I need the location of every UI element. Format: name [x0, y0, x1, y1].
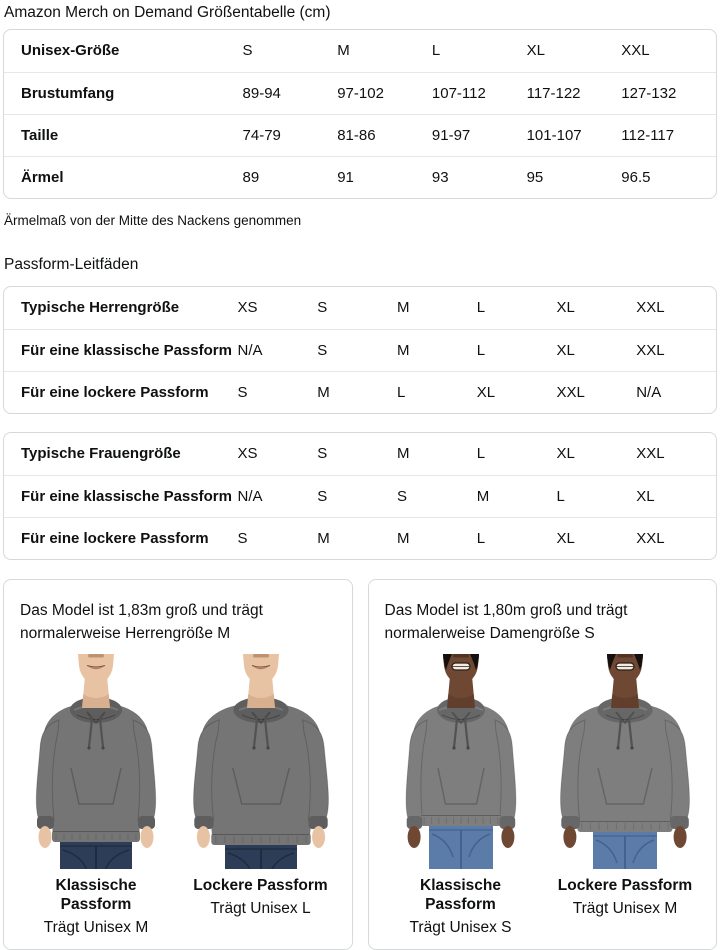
column-header: XXL	[636, 445, 665, 463]
size-cell: XL	[556, 517, 636, 559]
row-label: Für eine lockere Passform	[4, 517, 238, 559]
row-label: Für eine klassische Passform	[4, 329, 238, 371]
size-cell: S	[317, 475, 397, 517]
column-header: XS	[237, 445, 258, 463]
column-header: L	[476, 445, 486, 463]
column-header: L	[476, 299, 486, 317]
wears-caption: Trägt Unisex M	[572, 900, 678, 917]
model-figure-classic	[386, 654, 536, 937]
column-header: M	[337, 42, 350, 60]
fit-caption: Lockere Passform	[193, 877, 328, 894]
size-cell: XL	[636, 475, 716, 517]
fit-caption: Lockere Passform	[557, 877, 693, 894]
model-figures	[385, 654, 702, 937]
size-cell: 97-102	[337, 72, 432, 114]
size-cell: L	[397, 371, 477, 413]
row-label: Für eine lockere Passform	[4, 371, 238, 413]
size-cell: 91-97	[432, 114, 527, 156]
column-header: L	[431, 42, 441, 60]
fit-guides-heading: Passform-Leitfäden	[4, 256, 139, 273]
column-header: XXL	[636, 299, 665, 317]
row-label: Ärmel	[4, 156, 243, 198]
table-row	[4, 371, 716, 413]
fit-table-women	[3, 432, 717, 560]
column-header: XS	[237, 299, 258, 317]
table-row	[4, 329, 716, 371]
wears-caption: Trägt Unisex L	[210, 900, 311, 917]
column-header: S	[317, 299, 328, 317]
size-cell: N/A	[238, 329, 318, 371]
model-photo	[386, 654, 536, 869]
fit-table-men	[3, 286, 717, 414]
size-cell: L	[556, 475, 636, 517]
size-cell: N/A	[636, 371, 716, 413]
size-cell: 91	[337, 156, 432, 198]
fit-caption: Klassische Passform	[420, 877, 501, 913]
model-figures	[20, 654, 337, 937]
row-label: Für eine klassische Passform	[4, 475, 238, 517]
table-row	[4, 517, 716, 559]
table-row	[4, 30, 716, 72]
size-cell: M	[317, 371, 397, 413]
table-row	[4, 287, 716, 329]
size-cell: 95	[527, 156, 622, 198]
model-figure-loose	[550, 654, 700, 937]
column-header: XL	[556, 445, 575, 463]
column-header: XXL	[621, 42, 650, 60]
size-cell: XXL	[636, 517, 716, 559]
row-label: Brustumfang	[4, 72, 243, 114]
size-cell: S	[397, 475, 477, 517]
model-photo	[21, 654, 171, 869]
size-cell: 101-107	[527, 114, 622, 156]
size-cell: 117-122	[527, 72, 622, 114]
table-row	[4, 156, 716, 198]
size-cell: XXL	[556, 371, 636, 413]
row-label: Typische Frauengröße	[21, 445, 181, 463]
size-cell: XXL	[636, 329, 716, 371]
size-cell: 93	[432, 156, 527, 198]
column-header: M	[397, 299, 410, 317]
size-cell: 89	[243, 156, 338, 198]
size-cell: 127-132	[621, 72, 716, 114]
size-cell: 89-94	[243, 72, 338, 114]
size-cell: 96.5	[621, 156, 716, 198]
size-cell: M	[317, 517, 397, 559]
size-cell: 74-79	[243, 114, 338, 156]
model-figure-loose	[186, 654, 336, 937]
model-card-women	[368, 579, 718, 950]
column-header: M	[397, 445, 410, 463]
model-description: Das Model ist 1,80m groß und trägt normalerweise Damengröße S	[384, 602, 628, 642]
size-cell: 112-117	[621, 114, 716, 156]
size-cell: M	[397, 517, 477, 559]
size-cell: M	[477, 475, 557, 517]
wears-caption: Trägt Unisex S	[409, 919, 512, 936]
size-cell: L	[477, 329, 557, 371]
model-photo	[550, 654, 700, 869]
fit-caption: Klassische Passform	[55, 877, 137, 913]
size-cell: S	[317, 329, 397, 371]
size-cell: M	[397, 329, 477, 371]
model-photo	[186, 654, 336, 869]
model-cards	[3, 579, 717, 950]
column-header: S	[317, 445, 328, 463]
column-header: S	[242, 42, 253, 60]
column-header: XL	[526, 42, 545, 60]
size-cell: 81-86	[337, 114, 432, 156]
page-title: Amazon Merch on Demand Größentabelle (cm)	[4, 4, 331, 21]
size-cell: 107-112	[432, 72, 527, 114]
unisex-size-table	[3, 29, 717, 199]
model-figure-classic	[21, 654, 171, 937]
size-cell: S	[238, 371, 318, 413]
size-cell: XL	[477, 371, 557, 413]
model-card-men	[3, 579, 353, 950]
table-row	[4, 72, 716, 114]
column-header: XL	[556, 299, 575, 317]
table-row	[4, 433, 716, 475]
size-cell: N/A	[238, 475, 318, 517]
row-label: Taille	[4, 114, 243, 156]
size-cell: S	[238, 517, 318, 559]
size-cell: XL	[556, 329, 636, 371]
row-label: Unisex-Größe	[21, 42, 120, 60]
model-description: Das Model ist 1,83m groß und trägt normalerweise Herrengröße M	[20, 602, 263, 642]
sleeve-measure-note: Ärmelmaß von der Mitte des Nackens genommen	[4, 213, 302, 228]
wears-caption: Trägt Unisex M	[43, 919, 149, 936]
table-row	[4, 114, 716, 156]
table-row	[4, 475, 716, 517]
row-label: Typische Herrengröße	[21, 299, 180, 317]
size-cell: L	[477, 517, 557, 559]
